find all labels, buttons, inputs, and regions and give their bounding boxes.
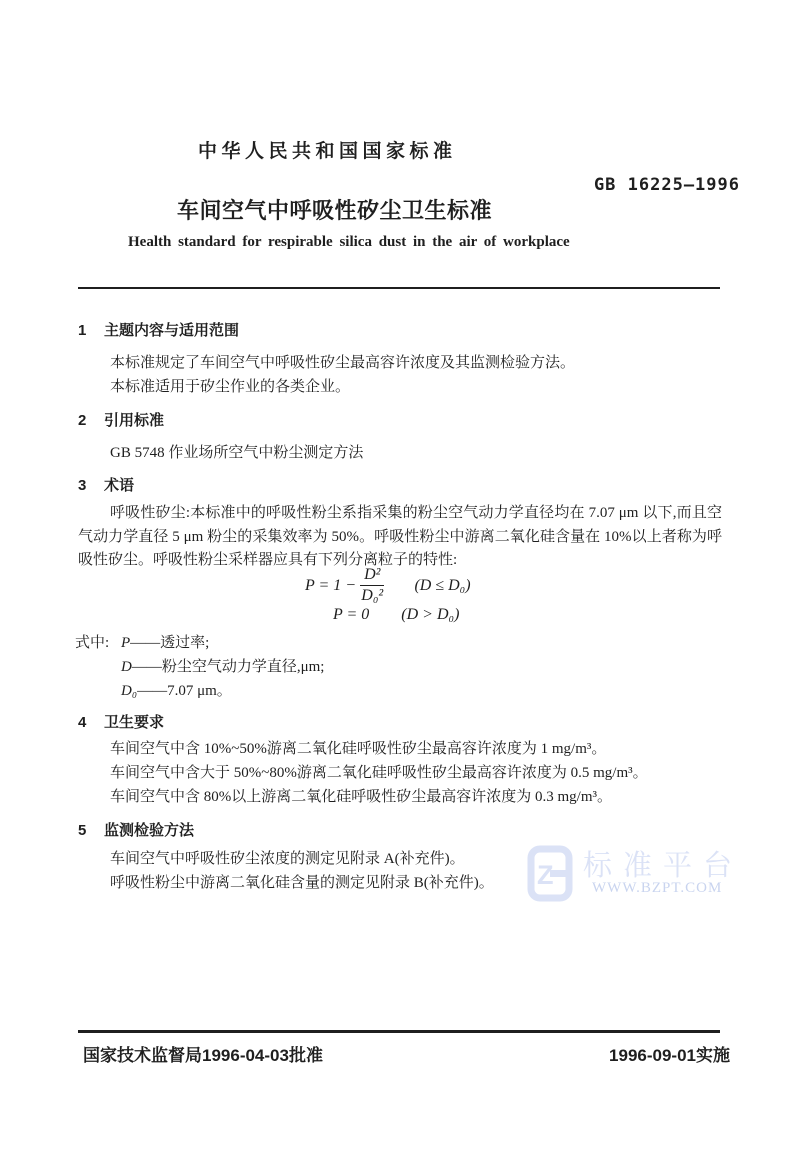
- section-4-heading: [78, 711, 164, 732]
- document-title-en: Health standard for respirable silica dust in the air of workplace: [128, 234, 570, 250]
- section-2-paragraph: GB 5748 作业场所空气中粉尘测定方法: [110, 445, 364, 461]
- section-5-heading: [78, 819, 194, 840]
- watermark-site-name: 标准平台: [583, 850, 744, 882]
- footer-implementation-text: 1996-09-01实施: [609, 1046, 730, 1065]
- section-1-heading: [78, 319, 239, 340]
- term-description: 粉尘空气动力学直径,μm;: [161, 659, 325, 675]
- section-4-paragraph: 车间空气中含 10%~50%游离二氧化硅呼吸性矽尘最高容许浓度为 1 mg/m³。: [110, 741, 607, 757]
- formula-condition: (D > D₀): [401, 606, 460, 623]
- fraction-denominator: D₀²: [361, 587, 384, 605]
- watermark-logo-icon: [527, 845, 573, 907]
- section-2-number: 2: [78, 412, 87, 429]
- section-3-heading: [78, 474, 134, 495]
- section-1-paragraph: 本标准规定了车间空气中呼吸性矽尘最高容许浓度及其监测检验方法。: [110, 355, 576, 371]
- section-3-number: 3: [78, 477, 87, 494]
- header-divider-line: [78, 287, 720, 289]
- formula-penetration-zero: [0, 606, 800, 624]
- section-4-paragraph: 车间空气中含大于 50%~80%游离二氧化硅呼吸性矽尘最高容许浓度为 0.5 mg/m³。: [110, 765, 648, 781]
- section-5-paragraph: 呼吸性粉尘中游离二氧化硅含量的测定见附录 B(补充件)。: [110, 875, 494, 891]
- section-1-title: 主题内容与适用范围: [104, 322, 240, 339]
- watermark-logo-svg: [527, 845, 573, 902]
- footer-approval-text: 国家技术监督局1996-04-03批准: [83, 1046, 323, 1065]
- formula-lhs: P = 0: [333, 606, 370, 623]
- term-dash: ——: [130, 635, 161, 651]
- term-definition-row: [75, 655, 324, 676]
- term-dash: ——: [131, 659, 162, 675]
- standard-number: GB 16225—1996: [593, 175, 740, 195]
- footer-divider-line: [78, 1030, 720, 1033]
- term-symbol: P: [121, 635, 131, 651]
- watermark-site-url: WWW.BZPT.COM: [592, 880, 723, 896]
- section-1-number: 1: [78, 322, 87, 339]
- term-prefix: 式中:: [75, 635, 110, 651]
- section-1-paragraph: 本标准适用于矽尘作业的各类企业。: [110, 379, 351, 395]
- term-symbol: D: [121, 659, 132, 675]
- formula-fraction: [360, 566, 384, 606]
- section-2-heading: [78, 409, 164, 430]
- formula-lhs: P = 1 −: [305, 576, 357, 594]
- section-5-title: 监测检验方法: [104, 822, 195, 839]
- section-3-paragraph: 呼吸性矽尘:本标准中的呼吸性粉尘系指采集的粉尘空气动力学直径均在 7.07 μm 以下,而且空气动力学直径 5 μm 粉尘的采集效率为 50%。呼吸性粉尘中游离二氧化硅含量在 10%以上者称为呼吸性矽尘。呼吸性粉尘采样器应具有下列分离粒子的特性:: [78, 505, 722, 568]
- document-title-cn: 车间空气中呼吸性矽尘卫生标准: [177, 198, 493, 223]
- section-4-number: 4: [78, 714, 87, 731]
- section-3-title: 术语: [104, 477, 135, 494]
- section-4-paragraph: 车间空气中含 80%以上游离二氧化硅呼吸性矽尘最高容许浓度为 0.3 mg/m³。: [110, 789, 612, 805]
- standard-org-title: 中华人民共和国国家标准: [198, 141, 457, 162]
- formula-condition: (D ≤ D₀): [414, 576, 471, 594]
- section-4-title: 卫生要求: [104, 714, 165, 731]
- section-2-title: 引用标准: [104, 412, 165, 429]
- formula-penetration: [0, 566, 800, 606]
- term-description: 透过率;: [160, 635, 210, 651]
- term-dash: ——: [137, 683, 168, 699]
- section-5-number: 5: [78, 822, 87, 839]
- section-5-paragraph: 车间空气中呼吸性矽尘浓度的测定见附录 A(补充件)。: [110, 851, 465, 867]
- term-definition-row: [75, 631, 209, 652]
- term-description: 7.07 μm。: [167, 683, 232, 699]
- fraction-numerator: D²: [360, 566, 384, 586]
- term-symbol: D₀: [121, 683, 138, 699]
- term-definition-row: [75, 679, 232, 700]
- svg-text:Z: Z: [537, 860, 554, 890]
